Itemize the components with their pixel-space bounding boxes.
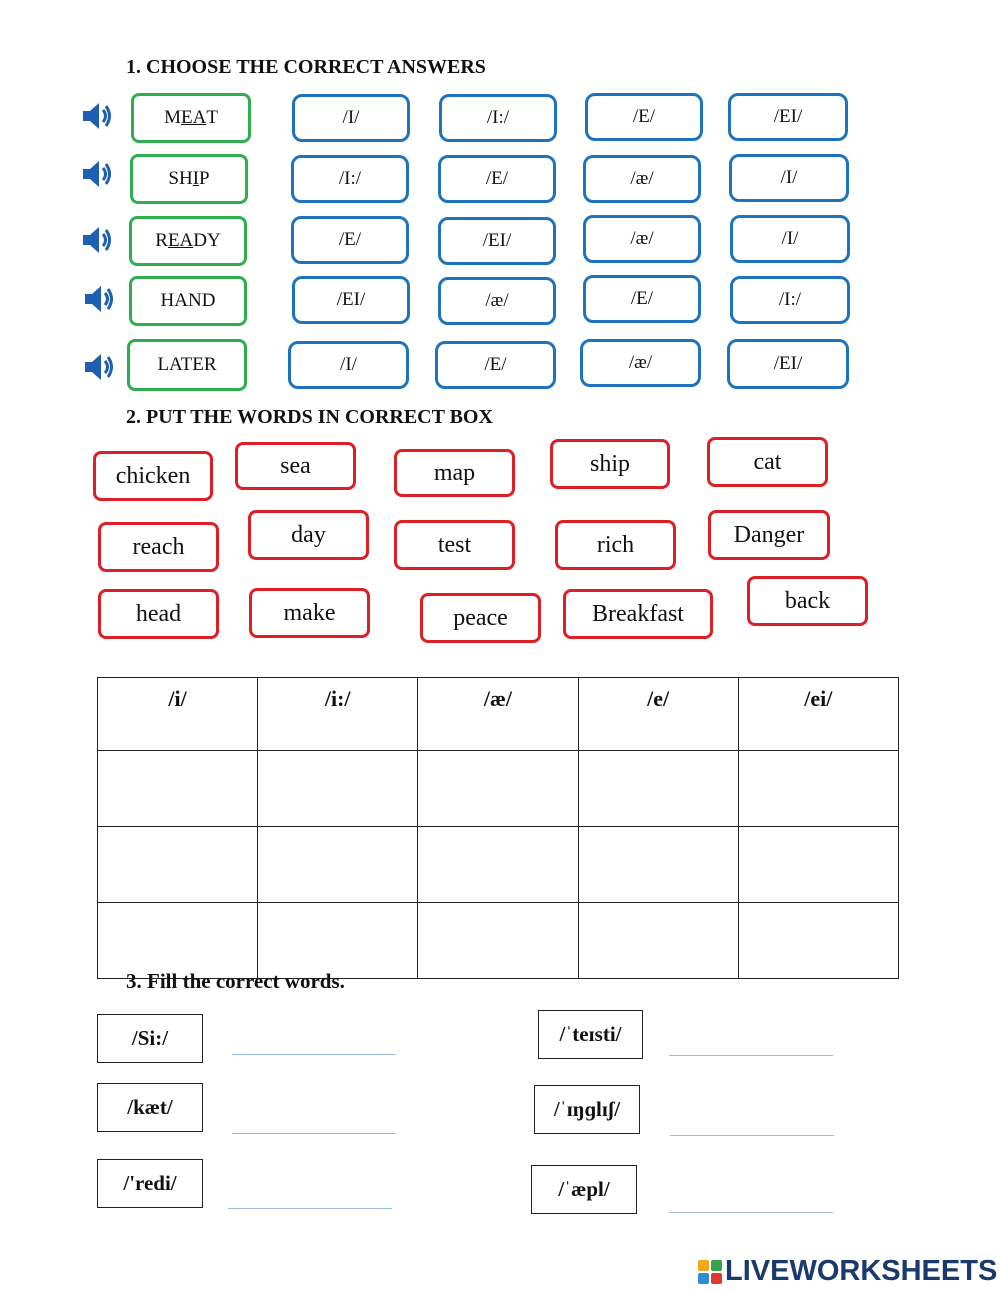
speaker-icon[interactable] [80,99,114,133]
table-row [98,903,899,979]
column-header: /æ/ [418,678,578,751]
word-underlined: I [192,168,200,189]
drop-cell[interactable] [578,751,738,827]
drop-cell[interactable] [578,903,738,979]
word-pre: LATER [157,354,217,375]
brand-name: LIVEWORKSHEETS [725,1255,998,1287]
column-header: /e/ [578,678,738,751]
word-pre: R [155,230,168,251]
word-pre: SH [168,168,193,189]
option-box[interactable]: /I:/ [291,155,409,203]
ipa-box: /ˈæpl/ [531,1165,637,1214]
drop-cell[interactable] [258,827,418,903]
answer-blank[interactable] [669,1212,833,1213]
word-tile[interactable]: reach [98,522,219,572]
liveworksheets-logo [698,1255,997,1288]
option-box[interactable]: /I/ [730,215,850,263]
ipa-box: /ˈɪŋɡlɪʃ/ [534,1085,640,1134]
word-box [130,154,248,204]
speaker-icon[interactable] [80,157,114,191]
option-box[interactable]: /EI/ [728,93,848,141]
drop-cell[interactable] [418,751,578,827]
answer-blank[interactable] [228,1208,392,1209]
word-box [129,276,247,326]
section3-heading: 3. Fill the correct words. [126,969,345,993]
logo-mark-icon [698,1260,722,1284]
drop-cell[interactable] [258,751,418,827]
option-box[interactable]: /EI/ [438,217,556,265]
drop-cell[interactable] [738,827,898,903]
table-row [98,751,899,827]
word-post: P [199,168,210,189]
option-box[interactable]: /E/ [585,93,703,141]
drop-cell[interactable] [98,827,258,903]
option-box[interactable]: /æ/ [438,277,556,325]
word-tile[interactable]: make [249,588,370,638]
logo-square-e [711,1273,722,1284]
ipa-box: /'redi/ [97,1159,203,1208]
column-header: /i:/ [258,678,418,751]
speaker-icon[interactable] [82,350,116,384]
word-tile[interactable]: map [394,449,515,497]
table-row [98,827,899,903]
word-tile[interactable]: test [394,520,515,570]
answer-blank[interactable] [232,1133,396,1134]
word-pre: HAND [160,290,216,311]
word-pre: M [164,107,181,128]
option-box[interactable]: /I/ [729,154,849,202]
logo-square-v [698,1273,709,1284]
option-box[interactable]: /E/ [435,341,556,389]
ipa-box: /ˈteɪsti/ [538,1010,643,1059]
word-tile[interactable]: peace [420,593,541,643]
option-box[interactable]: /I/ [288,341,409,389]
table-header-row [98,678,899,751]
drop-cell[interactable] [738,903,898,979]
word-tile[interactable]: sea [235,442,356,490]
option-box[interactable]: /E/ [583,275,701,323]
option-box[interactable]: /I/ [292,94,410,142]
word-tile[interactable]: Breakfast [563,589,713,639]
speaker-icon[interactable] [80,223,114,257]
logo-square-l [698,1260,709,1271]
word-box [129,216,247,266]
drop-cell[interactable] [258,903,418,979]
word-tile[interactable]: chicken [93,451,213,501]
drop-cell[interactable] [98,903,258,979]
drop-cell[interactable] [98,751,258,827]
drop-cell[interactable] [418,827,578,903]
word-underlined: EA [167,230,194,251]
word-post: T [206,107,218,128]
drop-cell[interactable] [578,827,738,903]
option-box[interactable]: /I:/ [439,94,557,142]
answer-blank[interactable] [232,1054,396,1055]
option-box[interactable]: /æ/ [580,339,701,387]
word-underlined: EA [180,107,207,128]
drop-cell[interactable] [418,903,578,979]
option-box[interactable]: /I:/ [730,276,850,324]
word-tile[interactable]: cat [707,437,828,487]
option-box[interactable]: /EI/ [292,276,410,324]
answer-blank[interactable] [669,1055,833,1056]
drop-cell[interactable] [738,751,898,827]
speaker-icon[interactable] [82,282,116,316]
word-box [131,93,251,143]
section1-heading: 1. CHOOSE THE CORRECT ANSWERS [126,56,486,78]
option-box[interactable]: /E/ [438,155,556,203]
word-tile[interactable]: head [98,589,219,639]
column-header: /i/ [98,678,258,751]
word-tile[interactable]: ship [550,439,670,489]
option-box[interactable]: /EI/ [727,339,849,389]
word-tile[interactable]: back [747,576,868,626]
option-box[interactable]: /æ/ [583,215,701,263]
logo-square-i [711,1260,722,1271]
section2-heading: 2. PUT THE WORDS IN CORRECT BOX [126,406,493,428]
ipa-box: /kæt/ [97,1083,203,1132]
word-post: DY [193,230,221,251]
word-tile[interactable]: rich [555,520,676,570]
word-tile[interactable]: day [248,510,369,560]
ipa-box: /Si:/ [97,1014,203,1063]
answer-blank[interactable] [670,1135,834,1136]
option-box[interactable]: /æ/ [583,155,701,203]
word-box [127,339,247,391]
option-box[interactable]: /E/ [291,216,409,264]
column-header: /ei/ [738,678,898,751]
sound-table [97,677,899,979]
word-tile[interactable]: Danger [708,510,830,560]
